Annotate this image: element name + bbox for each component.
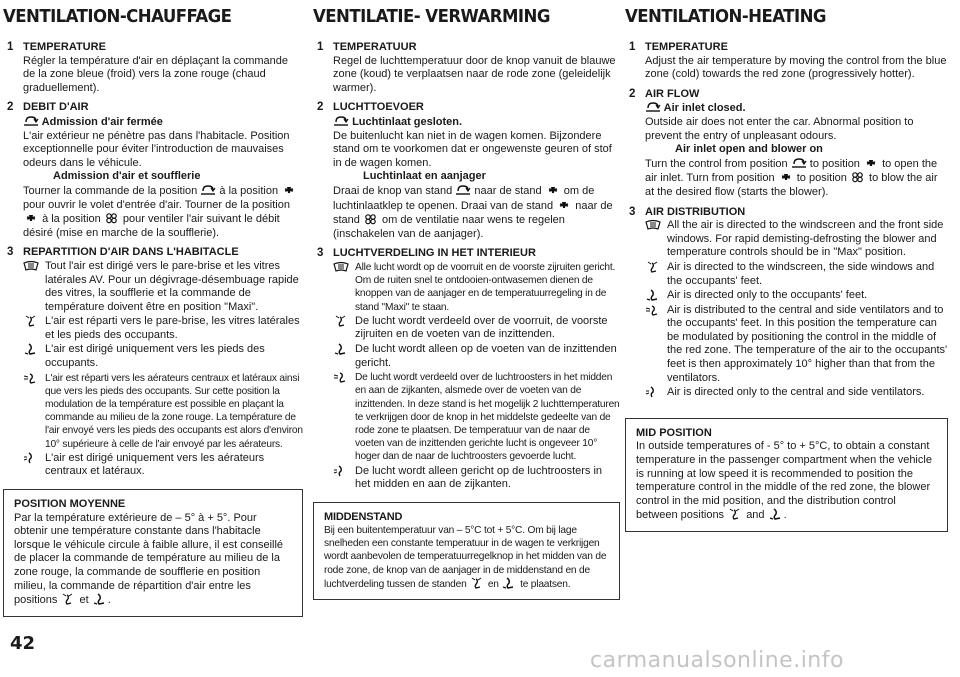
section-text: Tourner la commande de la position à la position pour ouvrir le volet d'entrée d'air. Tourner de la position à la position pour ventiler l'air suivant le débit désiré (mise en marche de la soufflerie).: [23, 184, 303, 240]
section-distribution-nl: [313, 247, 620, 491]
box-text: Bij een buitentemperatuur van – 5°C tot + 5°C. Om bij lage snelheden een constante temperatuur in de wagen te verkrijgen wordt aanbevolen de temperatuurregelknop in het midden van de rode zone, de knop van de aanjager in de middenstand en de luchtverdeling tussen de standen en te plaatsen.: [324, 524, 607, 590]
box-title: MID POSITION: [636, 426, 712, 439]
list-item: All the air is directed to the windscreen and the front side windows. For rapid demisting-defrosting the blower and temperature controls should be in "Max" position.: [645, 219, 948, 260]
section-number: 2: [7, 101, 14, 114]
section-text: Adjust the air temperature by moving the control from the blue zone (cold) towards the red zone (progressively hotter).: [645, 54, 947, 81]
info-box-fr: [3, 489, 303, 617]
section-text: L'air extérieur ne pénètre pas dans l'habitacle. Position exceptionnelle pour éviter l'introduction de mauvaises odeurs dans le véhicule.: [23, 129, 290, 169]
section-distribution-fr: [3, 246, 303, 479]
section-airflow-en: [625, 88, 948, 200]
section-temperature-fr: [3, 41, 303, 95]
windscreen-feet-icon: [333, 315, 349, 327]
list-item: L'air est dirigé uniquement vers les pieds des occupants.: [23, 343, 303, 370]
subheading: Air inlet closed.: [663, 102, 746, 115]
section-number: 3: [629, 205, 636, 218]
fan-small-icon: [545, 184, 561, 196]
vents-icon: [333, 465, 349, 477]
list-item: Alle lucht wordt op de voorruit en de voorste zijruiten gericht. Om de ruiten snel te ontdooien-ontwasemen dienen de knoppen van de aanjager en de temperatuurregeling in de stand "Maxi" te staan.: [333, 261, 620, 314]
watermark: carmanualsonline.info: [590, 648, 844, 673]
feet-icon: [23, 343, 39, 355]
section-heading: REPARTITION D'AIR DANS L'HABITACLE: [23, 246, 239, 259]
subheading: Admission d'air fermée: [41, 115, 163, 128]
list-item: De lucht wordt verdeeld over de voorruit, de voorste zijruiten en de voeten van de inzittenden.: [333, 315, 620, 342]
list-item: Air is directed only to the occupants' feet.: [645, 289, 948, 303]
vents-feet-icon: [333, 371, 349, 383]
info-box-en: [625, 418, 948, 532]
recirculation-icon: [455, 184, 471, 196]
subheading: Luchtinlaat gesloten.: [352, 115, 463, 128]
fan-small-icon: [23, 212, 39, 224]
list-item: De lucht wordt alleen gericht op de luchtroosters in het midden en aan de zijkanten.: [333, 465, 620, 492]
section-heading: LUCHTTOEVOER: [333, 101, 424, 114]
vents-icon: [645, 386, 661, 398]
page-title-en: VENTILATION-HEATING: [625, 6, 826, 27]
section-number: 2: [629, 87, 636, 100]
box-title: MIDDENSTAND: [324, 510, 403, 523]
fan-small-icon: [778, 171, 794, 183]
fan-large-icon: [363, 213, 379, 225]
list-item: L'air est dirigé uniquement vers les aérateurs centraux et latéraux.: [23, 452, 303, 479]
vents-icon: [23, 452, 39, 464]
box-title: POSITION MOYENNE: [14, 498, 126, 511]
section-heading: TEMPERATURE: [23, 41, 106, 53]
fan-large-icon: [104, 212, 120, 224]
recirculation-icon: [645, 101, 661, 113]
section-number: 1: [317, 41, 324, 53]
fan-small-icon: [281, 184, 297, 196]
section-number: 1: [629, 41, 636, 53]
section-number: 1: [7, 41, 14, 53]
section-airflow-nl: [313, 101, 620, 241]
list-item: Tout l'air est dirigé vers le pare-brise et les vitres latérales AV. Pour un dégivrage-désembuage rapide des vitres, la soufflerie et la commande de température doivent être en position "Maxi".: [23, 260, 303, 314]
section-text: Outside air does not enter the car. Abnormal position to prevent the entry of unpleasant odours.: [645, 115, 914, 142]
fan-small-icon: [556, 199, 572, 211]
column-french: [3, 0, 303, 617]
recirculation-icon: [23, 115, 39, 127]
feet-icon: [768, 508, 784, 520]
fan-small-icon: [863, 157, 879, 169]
list-item: Air is directed to the windscreen, the side windows and the occupants' feet.: [645, 261, 948, 288]
column-dutch: [313, 0, 620, 600]
recirculation-icon: [200, 184, 216, 196]
section-text: Régler la température d'air en déplaçant la commande de la zone bleue (froid) vers la zone rouge (chaud graduellement).: [23, 54, 289, 94]
recirculation-icon: [333, 115, 349, 127]
list-item: De lucht wordt verdeeld over de luchtroosters in het midden en aan de zijkanten, alsmede over de voeten van de inzittenden. In deze stand is het mogelijk 2 luchttemperaturen te verkrijgen door de knop in het middelste gedeelte van de rode zone te plaatsen. De temperatuur van de naar de voeten van de inzittenden gerichte lucht is ongeveer 10° hoger dan de naar de luchtroosters gevoerde lucht.: [333, 371, 620, 463]
section-temperature-en: [625, 41, 948, 82]
fan-large-icon: [850, 171, 866, 183]
list-item: Air is directed only to the central and side ventilators.: [645, 386, 948, 400]
windscreen-feet-icon: [645, 261, 661, 273]
feet-icon: [501, 577, 517, 589]
page-number: 42: [10, 633, 36, 654]
list-item: L'air est réparti vers les aérateurs centraux et latéraux ainsi que vers les pieds des occupants. Sur cette position la modulation de la température est possible en plaçant la commande au milieu de la zone rouge. La température de l'air envoyé vers les pieds des occupants est alors d'environ 10° supérieure à celle de l'air envoyé par les aérateurs.: [23, 372, 303, 451]
section-number: 3: [317, 247, 324, 260]
vents-feet-icon: [23, 372, 39, 384]
list-item: L'air est réparti vers le pare-brise, les vitres latérales et les pieds des occupants.: [23, 315, 303, 342]
section-heading: TEMPERATUUR: [333, 41, 417, 53]
vents-feet-icon: [645, 304, 661, 316]
box-text: Par la température extérieure de – 5° à + 5°. Pour obtenir une température constante dans l'habitacle lorsque le véhicule circule à faible allure, il est conseillé de placer la commande de température au milieu de la zone rouge, la commande de soufflerie en position milieu, la commande de répartition d'air entre les positions et .: [14, 511, 284, 607]
info-box-nl: [313, 502, 620, 600]
windscreen-feet-icon: [60, 593, 76, 605]
section-heading: TEMPERATURE: [645, 41, 728, 53]
section-heading: AIR DISTRIBUTION: [645, 205, 746, 218]
section-heading: DEBIT D'AIR: [23, 101, 89, 114]
windscreen-feet-icon: [727, 508, 743, 520]
section-heading: AIR FLOW: [645, 87, 700, 100]
section-heading: LUCHTVERDELING IN HET INTERIEUR: [333, 247, 536, 260]
section-text: Draai de knop van stand naar de stand om de luchtinlaatklep te openen. Draai van de stand naar de stand om de ventilatie naar wens te regelen (inschakelen van de aanjager).: [333, 184, 613, 240]
list-item: De lucht wordt alleen op de voeten van de inzittenden gericht.: [333, 343, 620, 370]
feet-icon: [333, 343, 349, 355]
windscreen-icon: [645, 219, 661, 231]
windscreen-feet-icon: [23, 315, 39, 327]
box-text: In outside temperatures of - 5° to + 5°C, to obtain a constant temperature in the passenger compartment when the vehicle is running at low speed it is recommended to position the temperature control in the middle of the red zone, the blower control in the mid position, and the distribution control between positions and .: [636, 440, 932, 522]
section-temperature-nl: [313, 41, 620, 95]
page-title-nl: VENTILATIE- VERWARMING: [313, 6, 550, 27]
subheading: Admission d'air et soufflerie: [53, 170, 201, 183]
subheading: Luchtinlaat en aanjager: [363, 170, 486, 183]
section-distribution-en: [625, 206, 948, 400]
page-title-fr: VENTILATION-CHAUFFAGE: [3, 6, 232, 27]
section-number: 2: [317, 101, 324, 114]
section-text: Regel de luchttemperatuur door de knop vanuit de blauwe zone (koud) te verplaatsen naar de rode zone (geleidelijk warmer).: [333, 54, 616, 94]
list-item: Air is distributed to the central and side ventilators and to the occupants' feet. In this position the temperature can be modulated by positioning the control in the middle of the red zone. The temperature of the air to the occupants' feet is then approximately 10° higher than that from the ventilators.: [645, 304, 948, 386]
windscreen-feet-icon: [469, 577, 485, 589]
feet-icon: [92, 593, 108, 605]
section-number: 3: [7, 246, 14, 259]
column-english: [625, 0, 948, 532]
section-text: Turn the control from position to position to open the air inlet. Turn from position to position to blow the air at the desired flow (starts the blower).: [645, 157, 938, 198]
windscreen-icon: [333, 261, 349, 273]
windscreen-icon: [23, 260, 39, 272]
feet-icon: [645, 289, 661, 301]
recirculation-icon: [791, 157, 807, 169]
section-text: De buitenlucht kan niet in de wagen komen. Bijzondere stand om te voorkomen dat er ongewenste geuren of stof in de wagen komen.: [333, 129, 612, 169]
section-airflow-fr: [3, 101, 303, 240]
subheading: Air inlet open and blower on: [675, 143, 823, 156]
